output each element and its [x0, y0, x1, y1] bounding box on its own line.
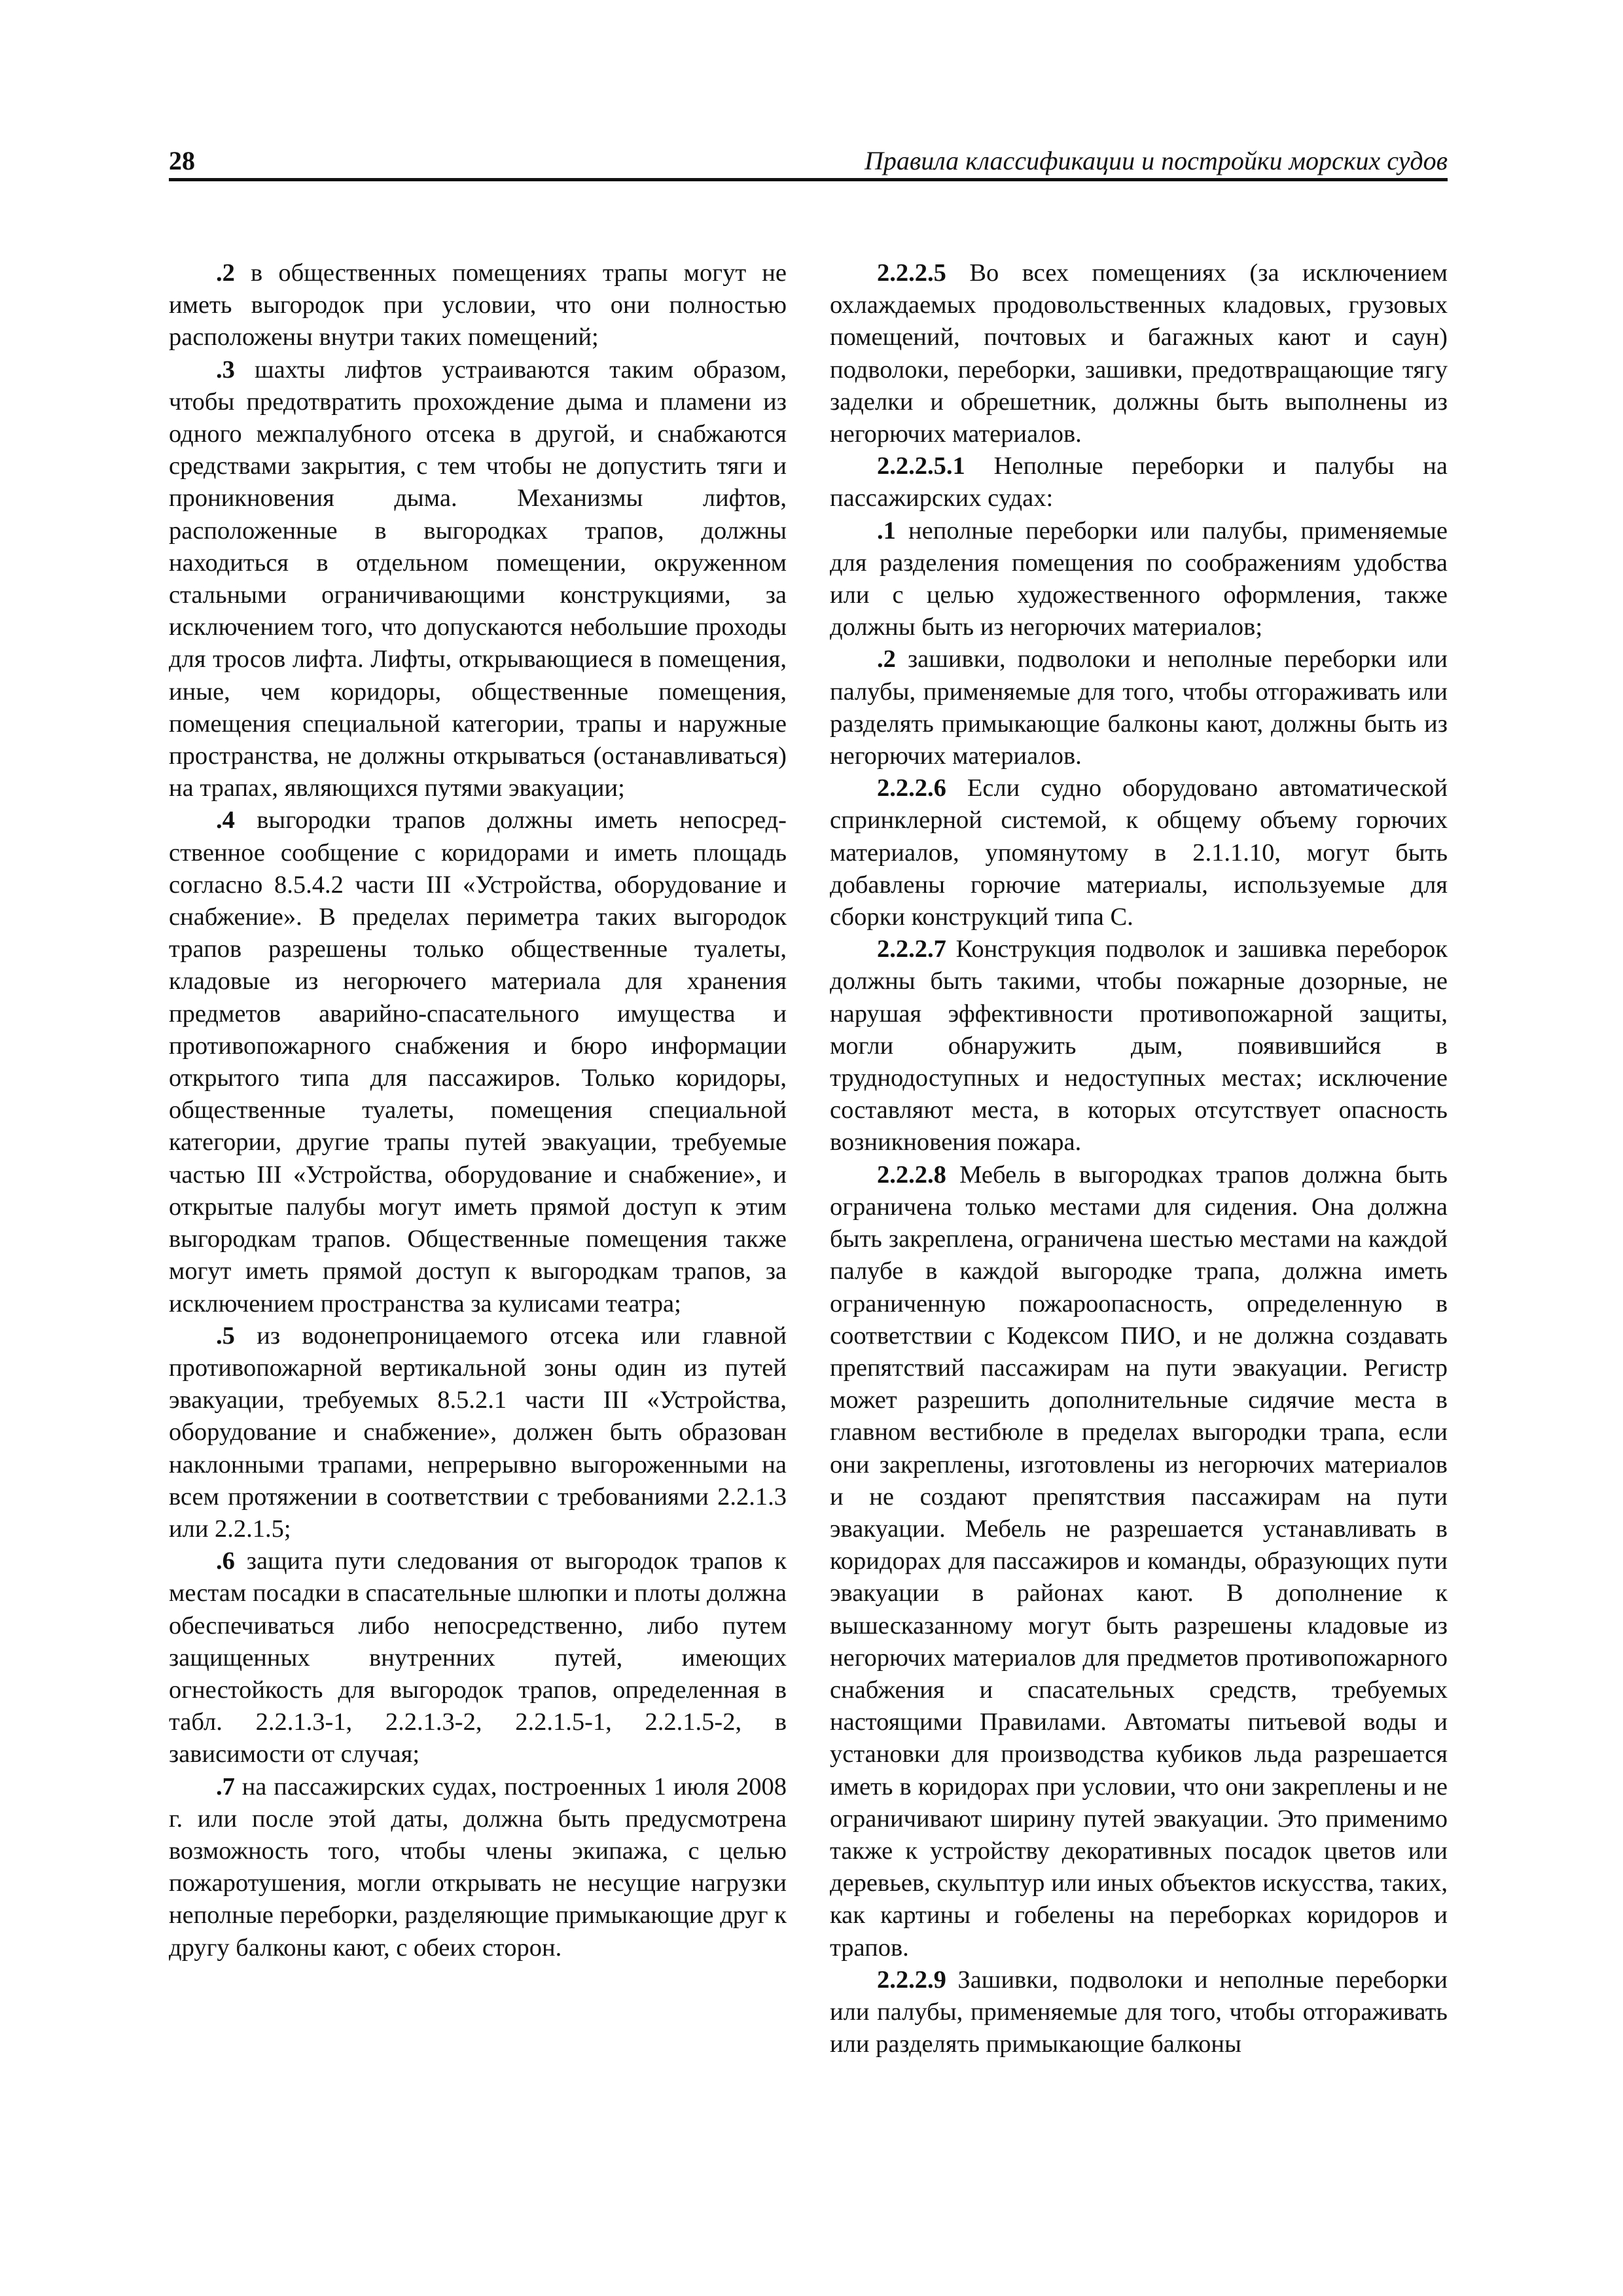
section-number: 2.2.2.6	[877, 774, 946, 802]
paragraph-text: в общественных помещениях трапы могут не иметь выгородок при условии, что они полностью расположены внутри таких помещений;	[169, 259, 787, 351]
paragraph	[169, 1771, 787, 1964]
paragraph	[830, 643, 1448, 772]
paragraph	[169, 257, 787, 354]
header-rule	[169, 178, 1448, 181]
paragraph-text: Конструкция подволок и зашивка переборок должны быть такими, чтобы пожарные дозорные, не нарушая эффективности противопожарной защиты, могли обнаружить дым, появившийся в труднодоступных и недоступных местах; исключение составляют места, в которых отсутствует опасность возникновения пожара.	[830, 935, 1448, 1157]
paragraph-text: на пассажирских судах, построенных 1 июля 2008 г. или после этой даты, должна быть предусмотрена возможность того, чтобы члены экипажа, с целью пожаротушения, могли открывать не несущие нагрузки неполные переборки, разделяющие примыкающие друг к другу балконы кают, с обеих сторон.	[169, 1772, 787, 1962]
item-number: .2	[216, 259, 235, 287]
paragraph-text: шахты лифтов устраиваются таким образом, чтобы предотвратить прохождение дыма и пламени из одного межпалубного отсека в другой, и снабжаются средствами закрытия, с тем чтобы не допустить тяги и проникновения дыма. Механизмы лифтов, расположенные в выгородках трапов, должны находиться в отдельном помещении, окруженном стальными ограничивающими конструкциями, за исключением того, что допускаются небольшие проходы для тросов лифта. Лифты, открывающиеся в помещения, иные, чем коридоры, общественные помещения, помещения специальной категории, трапы и наружные пространства, не должны открываться (останавливаться) на трапах, являющихся путями эвакуации;	[169, 355, 787, 802]
left-column	[169, 257, 787, 1964]
paragraph	[830, 772, 1448, 933]
paragraph-text: Во всех помещениях (за исключением охлаждаемых продовольственных кладовых, грузовых помещений, почтовых и багажных кают и саун) подволоки, переборки, зашивки, предотвращающие тягу заделки и обрешетник, должны быть выполнены из негорючих материалов.	[830, 259, 1448, 448]
paragraph-text: выгородки трапов должны иметь непосредственное сообщение с коридорами и иметь площадь согласно 8.5.4.2 части III «Устройства, оборудование и снабжение». В пределах периметра таких выгородок трапов разрешены только общественные туалеты, кладовые из негорючего материала для хранения предметов аварийно-спасательного имущества и противопожарного снабжения и бюро информации открытого типа для пассажиров. Только коридоры, общественные туалеты, помещения специальной категории, другие трапы путей эвакуации, требуемые частью III «Устройства, оборудование и снабжение», и открытые палубы могут иметь прямой доступ к этим выгородкам трапов. Общественные помещения также могут иметь прямой доступ к выгородкам трапов, за исключением пространства за кулисами театра;	[169, 806, 787, 1318]
section-number: 2.2.2.9	[877, 1965, 946, 1994]
item-number: .7	[216, 1772, 235, 1801]
paragraph-text: защита пути следования от выгородок трапов к местам посадки в спасательные шлюпки и плоты должна обеспечиваться либо непосредственно, либо путем защищенных внутренних путей, имеющих огнестойкость для выгородок трапов, определенная в табл. 2.2.1.3-1, 2.2.1.3-2, 2.2.1.5-1, 2.2.1.5-2, в зависимости от случая;	[169, 1547, 787, 1768]
paragraph	[169, 354, 787, 805]
section-number: 2.2.2.5.1	[877, 452, 965, 480]
item-number: .1	[877, 516, 896, 545]
paragraph-text: из водонепроницаемого отсека или главной противопожарной вертикальной зоны один из путей эвакуации, требуемых 8.5.2.1 части III «Устройства, оборудование и снабжение», должен быть образован наклонными трапами, непрерывно выгороженными на всем протяжении в соответствии с требованиями 2.2.1.3 или 2.2.1.5;	[169, 1321, 787, 1543]
paragraph	[169, 804, 787, 1319]
right-column	[830, 257, 1448, 2060]
paragraph-text: Неполные переборки и палубы на пассажирских судах:	[830, 452, 1448, 512]
item-number: .5	[216, 1321, 235, 1350]
paragraph-text: Если судно оборудовано автоматической спринклерной системой, к общему объему горючих материалов, упомянутому в 2.1.1.10, могут быть добавлены горючие материалы, используемые для сборки конструкций типа С.	[830, 774, 1448, 931]
item-number: .4	[216, 806, 235, 834]
paragraph	[830, 933, 1448, 1158]
paragraph-text: Зашивки, подволоки и неполные переборки или палубы, применяемые для того, чтобы отгораживать или разделять примыкающие балконы	[830, 1965, 1448, 2058]
page-number: 28	[169, 146, 195, 175]
running-title: Правила классификации и постройки морских судов	[864, 146, 1448, 175]
section-number: 2.2.2.8	[877, 1160, 946, 1189]
paragraph-text: зашивки, подволоки и неполные переборки или палубы, применяемые для того, чтобы отгораживать или разделять примыкающие балконы кают, должны быть из негорючих материалов.	[830, 645, 1448, 770]
paragraph	[830, 1159, 1448, 1964]
paragraph	[830, 1964, 1448, 2061]
item-number: .6	[216, 1547, 235, 1575]
item-number: .2	[877, 645, 896, 673]
item-number: .3	[216, 355, 235, 384]
paragraph-text: Мебель в выгородках трапов должна быть ограничена только местами для сидения. Она должна быть закреплена, ограничена шестью местами на каждой палубе в каждой выгородке трапа, должна иметь ограниченную пожароопасность, определенную в соответствии с Кодексом ПИО, и не должна создавать препятствий пассажирам на пути эвакуации. Регистр может разрешить дополнительные сидячие места в главном вестибюле в пределах выгородки трапа, если они закреплены, изготовлены из негорючих материалов и не создают препятствия пассажирам на пути эвакуации. Мебель не разрешается устанавливать в коридорах для пассажиров и команды, образующих пути эвакуации в районах кают. В дополнение к вышесказанному могут быть разрешены кладовые из негорючих материалов для предметов противопожарного снабжения и спасательных средств, требуемых настоящими Правилами. Автоматы питьевой воды и установки для производства кубиков льда разрешается иметь в коридорах при условии, что они закреплены и не ограничивают ширину путей эвакуации. Это применимо также к устройству декоративных посадок цветов или деревьев, скульптур или иных объектов искусства, таких, как картины и гобелены на переборках коридоров и трапов.	[830, 1160, 1448, 1962]
paragraph	[830, 515, 1448, 644]
paragraph	[830, 450, 1448, 514]
paragraph	[169, 1320, 787, 1545]
paragraph	[830, 257, 1448, 450]
paragraph	[169, 1545, 787, 1770]
section-number: 2.2.2.5	[877, 259, 946, 287]
paragraph-text: неполные переборки или палубы, применяемые для разделения помещения по соображениям удобства или с целью художественного оформления, также должны быть из негорючих материалов;	[830, 516, 1448, 641]
section-number: 2.2.2.7	[877, 935, 946, 963]
